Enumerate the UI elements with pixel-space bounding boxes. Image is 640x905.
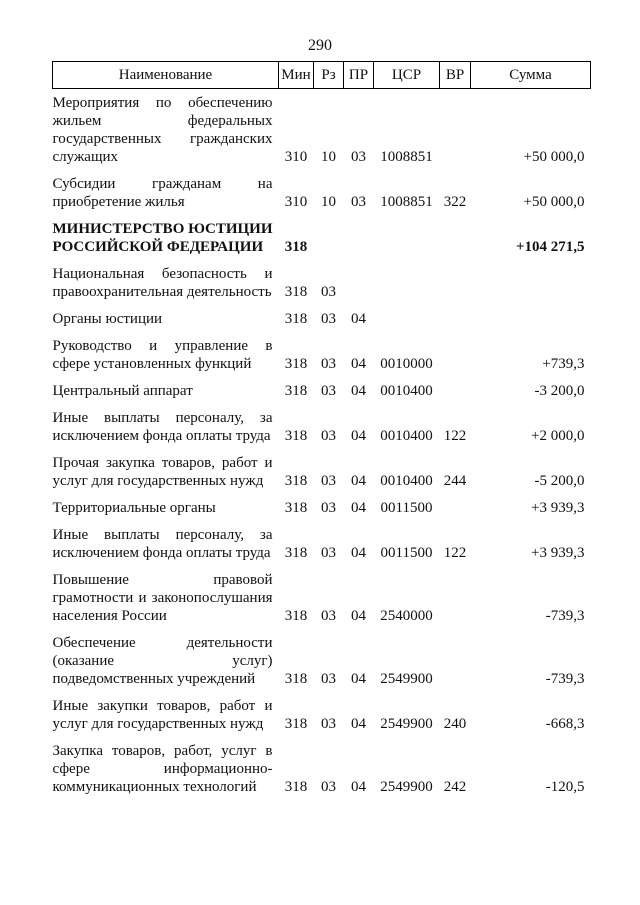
cell-vr [440,494,471,521]
table-row [53,521,591,566]
cell-csr: 1008851 [380,194,433,210]
cell-min: 318 [284,779,308,795]
cell-sum: +50 000,0 [523,149,585,165]
cell-csr: 1008851 [380,149,433,165]
cell-rz: 03 [321,500,336,516]
cell-csr [374,215,440,260]
cell-pr: 04 [351,383,366,399]
cell-sum: +3 939,3 [531,500,585,516]
cell-name: Повышение правовой грамотности и законопослушания населения России [52,572,273,624]
cell-rz: 03 [321,311,336,327]
cell-name: Органы юстиции [52,311,163,327]
cell-pr: 04 [351,356,366,372]
cell-pr: 04 [351,473,366,489]
cell-sum: -668,3 [545,716,585,732]
cell-min: 318 [284,239,308,255]
cell-rz: 10 [321,194,336,210]
cell-rz: 03 [321,284,336,300]
cell-csr: 2549900 [380,716,433,732]
cell-sum: +739,3 [542,356,585,372]
cell-vr: 322 [443,194,467,210]
cell-pr: 04 [351,779,366,795]
header-sum: Сумма [471,62,591,89]
cell-vr: 240 [443,716,467,732]
cell-csr: 0010400 [380,383,433,399]
cell-min: 318 [284,284,308,300]
table-row [53,404,591,449]
cell-pr: 04 [351,608,366,624]
page-number: 290 [308,37,332,54]
cell-min: 318 [284,716,308,732]
cell-vr [440,566,471,629]
table-row [53,377,591,404]
cell-sum: +50 000,0 [523,194,585,210]
cell-csr: 0011500 [380,500,433,516]
cell-pr: 04 [351,500,366,516]
cell-name: МИНИСТЕРСТВО ЮСТИЦИИ РОССИЙСКОЙ ФЕДЕРАЦИИ [52,221,273,255]
table-row [53,170,591,215]
cell-csr: 0011500 [380,545,433,561]
cell-vr: 244 [443,473,467,489]
header-name: Наименование [53,62,279,89]
table-row [53,332,591,377]
cell-vr [440,377,471,404]
cell-name: Руководство и управление в сфере установленных функций [52,338,273,372]
cell-name: Иные выплаты персоналу, за исключением фонда оплаты труда [52,410,273,444]
cell-sum: +2 000,0 [531,428,585,444]
table-row [53,89,591,171]
cell-rz: 03 [321,473,336,489]
cell-csr: 0010000 [380,356,433,372]
cell-sum: +104 271,5 [515,239,585,255]
cell-min: 318 [284,311,308,327]
cell-name: Обеспечение деятельности (оказание услуг) подведомственных учреждений [52,635,273,687]
cell-min: 318 [284,383,308,399]
table-row [53,449,591,494]
cell-pr: 04 [351,716,366,732]
cell-vr: 242 [443,779,467,795]
cell-rz: 10 [321,149,336,165]
cell-pr: 03 [351,194,366,210]
cell-pr [344,260,374,305]
cell-name: Национальная безопасность и правоохранительная деятельность [52,266,273,300]
cell-sum: -739,3 [545,608,585,624]
cell-rz: 03 [321,671,336,687]
cell-sum: +3 939,3 [531,545,585,561]
cell-vr [440,332,471,377]
cell-min: 318 [284,608,308,624]
cell-sum: -739,3 [545,671,585,687]
cell-name: Иные выплаты персоналу, за исключением фонда оплаты труда [52,527,273,561]
table-row [53,215,591,260]
table-header-row [53,62,591,89]
table-row [53,494,591,521]
cell-vr [440,629,471,692]
cell-min: 318 [284,545,308,561]
cell-name: Субсидии гражданам на приобретение жилья [52,176,273,210]
budget-table [52,61,591,800]
cell-sum: -3 200,0 [534,383,585,399]
cell-vr [440,305,471,332]
cell-name: Закупка товаров, работ, услуг в сфере информационно-коммуникационных технологий [52,743,273,795]
cell-csr: 0010400 [380,428,433,444]
cell-sum [471,305,591,332]
cell-min: 318 [284,356,308,372]
cell-min: 318 [284,500,308,516]
cell-name: Иные закупки товаров, работ и услуг для государственных нужд [52,698,273,732]
cell-vr: 122 [443,545,467,561]
cell-vr: 122 [443,428,467,444]
cell-csr: 2549900 [380,671,433,687]
cell-pr [344,215,374,260]
cell-pr: 04 [351,545,366,561]
table-row [53,305,591,332]
cell-vr [440,215,471,260]
cell-vr [440,260,471,305]
cell-rz: 03 [321,545,336,561]
header-rz: Рз [314,62,344,89]
table-row [53,629,591,692]
cell-sum [471,260,591,305]
cell-sum: -5 200,0 [534,473,585,489]
header-pr: ПР [344,62,374,89]
cell-name: Мероприятия по обеспечению жильем федеральных государственных гражданских служащих [52,95,273,165]
cell-rz: 03 [321,608,336,624]
cell-csr: 0010400 [380,473,433,489]
header-vr: ВР [440,62,471,89]
cell-rz [314,215,344,260]
cell-min: 310 [284,149,308,165]
cell-pr: 04 [351,671,366,687]
cell-rz: 03 [321,356,336,372]
cell-csr: 2540000 [380,608,433,624]
cell-min: 318 [284,671,308,687]
table-row [53,692,591,737]
cell-pr: 04 [351,428,366,444]
cell-rz: 03 [321,383,336,399]
table-body [53,89,591,801]
cell-name: Территориальные органы [52,500,216,516]
cell-min: 318 [284,473,308,489]
table-row [53,566,591,629]
cell-name: Прочая закупка товаров, работ и услуг для государственных нужд [52,455,273,489]
cell-rz: 03 [321,779,336,795]
header-csr: ЦСР [374,62,440,89]
cell-min: 310 [284,194,308,210]
cell-rz: 03 [321,428,336,444]
cell-vr [440,89,471,171]
header-min: Мин [279,62,314,89]
cell-csr: 2549900 [380,779,433,795]
cell-name: Центральный аппарат [52,383,193,399]
table-row [53,260,591,305]
cell-csr [374,260,440,305]
cell-min: 318 [284,428,308,444]
cell-sum: -120,5 [545,779,585,795]
table-row [53,737,591,800]
cell-pr: 03 [351,149,366,165]
cell-csr [374,305,440,332]
cell-rz: 03 [321,716,336,732]
cell-pr: 04 [351,311,366,327]
